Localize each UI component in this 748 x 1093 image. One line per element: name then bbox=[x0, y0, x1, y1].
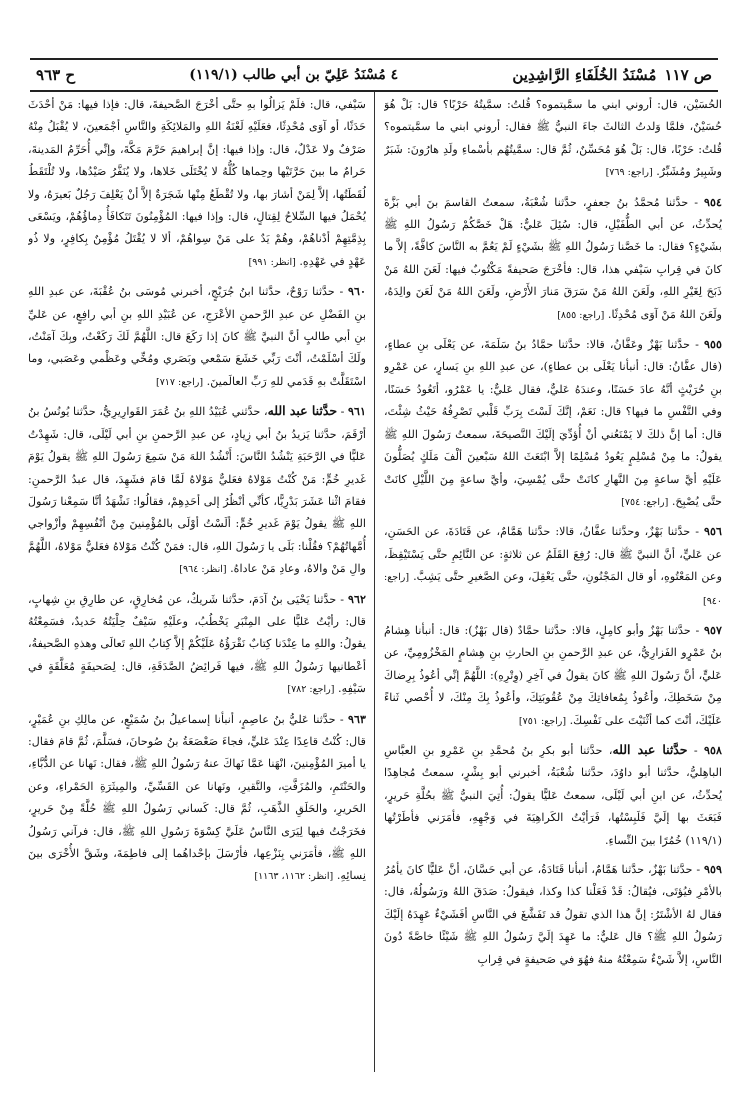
hadith-entry: ٩٦٢ - حدَّثنا يَحْيَى بنُ آدَمَ، حدَّثنا شَريكٌ، عن مُخارِقٍ، عن طارِقِ بنِ شِهابٍ، قال: رأيْتُ عَليًّا على المِنْبَرِ يَخْطُبُ، وعلَيْهِ سَيْفٌ حِلْيَتُهُ حَديدٌ، فسَمِعْتُهُ يقولُ: واللهِ ما عِنْدَنا كِتابٌ نَقْرَؤُهُ عَلَيْكُمْ إلاَّ كِتابُ اللهِ تَعالَى وهذهِ الصَّحيفةُ، أعْطانيها رَسُولُ اللهِ ﷺ، فيها فَرائِضُ الصَّدَقَةِ، قال: لِصَحيفَةٍ مُعَلَّقَةٍ في سَيْفِهِ. [راجع: ٧٨٢] bbox=[28, 591, 366, 696]
hadith-text: حدَّثنا مُحمَّدُ بنُ جعفرٍ، حدَّثنا شُعْبَةُ، سمعتُ القاسمَ بنَ أبي بَزَّةَ يُحدِّثُ، عن أبي الطُّفَيْلِ، قال: سُئِلَ عَليٌّ: هَلْ خَصَّكُمْ رَسُولُ اللهِ ﷺ بشَيْءٍ؟ فقال: ما خَصَّنا رَسُولُ اللهِ ﷺ بشَيْءٍ لَمْ يَعُمَّ به النَّاسَ كافَّةً، إلاَّ ما كانَ في قِرابِ سَيْفي هذا، قال: فأخْرَجَ صَحيفةً مَكْتُوبٌ فيها: لَعَنَ اللهُ مَنْ ذَبَحَ لِغَيْرِ اللهِ، ولَعَنَ اللهُ مَنْ سَرَقَ مَنارَ الأَرْضِ، ولَعَنَ اللهُ مَنْ لَعَنَ والِدَهُ، ولَعَنَ اللهُ مَنْ آوَى مُحْدِثًا. bbox=[384, 195, 722, 321]
hadith-entry: ٩٥٥ - حدَّثنا بَهْزٌ وعَفَّانُ، قالا: حدَّثنا حمَّادُ بنُ سَلَمَةَ، عن يَعْلَى بنِ عطاءٍ، (قال عفَّانُ: قال: أنبأنا يَعْلَى بن عطاءٍ)، عن عبدِ اللهِ بنِ يَسارٍ، عن عَمْرِو بنِ حُرَيْثٍ أنَّهُ عادَ حَسَنًا، وعندَهُ عَليٌّ، فقال عَليٌّ: يا عَمْرُو، أتَعُودُ حَسَنًا، وفي النَّفْسِ ما فيها؟ قال: نَعَمْ، إنَّكَ لَسْتَ بِرَبِّ قَلْبي تَصْرِفُهُ حَيْثُ شِئْتَ، قال: أما إنَّ ذلكَ لا يَمْنَعُني أنْ أُؤدِّيَ إلَيْكَ النَّصيحَةَ، سمعتُ رَسُولَ اللهِ ﷺ يقولُ: ما مِنْ مُسْلِمٍ يَعُودُ مُسْلِمًا إلاَّ ابْتَعَثَ اللهُ سَبْعينَ ألْفَ مَلَكٍ يُصَلُّونَ عَلَيْهِ أيَّ ساعةٍ مِنَ النَّهارِ كانَتْ حتَّى يُمْسِيَ، وأيَّ ساعةٍ مِنَ اللَّيْلِ كانَتْ حتَّى يُصْبِحَ. [راجع: ٧٥٤] bbox=[384, 337, 722, 508]
hadith-number: ٩٥٧ bbox=[703, 622, 722, 637]
hadith-number: ٩٦٢ bbox=[347, 591, 366, 606]
hadith-text: حدَّثنا بَهْزٌ، حدَّثنا هَمَّامٌ، أنبأنا قَتَادَةُ، عن أبي حَسَّانَ، أنَّ عَليًّا كانَ يأمُرُ بالأمْرِ فيُؤتَى، فيُقالُ: قَدْ فَعَلْنا كذا وكذا، فيقولُ: صَدَقَ اللهُ ورَسُولُهُ، قال: فقال لهُ الأشْتَرُ: إنَّ هذا الذي تقولُ قد تَفَشَّغَ في النَّاسِ أفَشَيْءٌ عَهِدَهُ إلَيْكَ رَسُولُ اللهِ ﷺ؟ قال عَليٌّ: ما عَهِدَ إلَيَّ رَسُولُ اللهِ ﷺ شَيْئًا خاصَّةً دُونَ النَّاسِ، إلاَّ شَيْءٌ سَمِعْتُهُ منهُ فهُوَ في صَحيفةٍ في قِرابِ bbox=[384, 863, 722, 966]
section-title: ٤ مُسْنَدُ عَلِيّ بن أبي طالب (١١٩/١) bbox=[189, 67, 399, 83]
left-column bbox=[28, 94, 366, 1079]
hadith-text: حدَّثنا بَهْزٌ وعَفَّانُ، قالا: حدَّثنا حمَّادُ بنُ سَلَمَةَ، عن يَعْلَى بنِ عطاءٍ، (قال عفَّانُ: قال: أنبأنا يَعْلَى بن عطاءٍ)، عن عبدِ اللهِ بنِ يَسارٍ، عن عَمْرِو بنِ حُرَيْثٍ أنَّهُ عادَ حَسَنًا، وعندَهُ عَليٌّ، فقال عَليٌّ: يا عَمْرُو، أتَعُودُ حَسَنًا، وفي النَّفْسِ ما فيها؟ قال: نَعَمْ، إنَّكَ لَسْتَ بِرَبِّ قَلْبي تَصْرِفُهُ حَيْثُ شِئْتَ، قال: أما إنَّ ذلكَ لا يَمْنَعُني أنْ أُؤدِّيَ إلَيْكَ النَّصيحَةَ، سمعتُ رَسُولَ اللهِ ﷺ يقولُ: ما مِنْ مُسْلِمٍ يَعُودُ مُسْلِمًا إلاَّ ابْتَعَثَ اللهُ سَبْعينَ ألْفَ مَلَكٍ يُصَلُّونَ عَلَيْهِ أيَّ ساعةٍ مِنَ النَّهارِ كانَتْ حتَّى يُمْسِيَ، وأيَّ ساعةٍ مِنَ اللَّيْلِ كانَتْ حتَّى يُصْبِحَ. bbox=[384, 338, 722, 508]
hadith-entry bbox=[28, 94, 366, 274]
hadith-number: ٩٥٦ bbox=[703, 524, 722, 539]
hadith-entry: ٩٥٤ - حدَّثنا مُحمَّدُ بنُ جعفرٍ، حدَّثنا شُعْبَةُ، سمعتُ القاسمَ بنَ أبي بَزَّةَ يُحدِّثُ، عن أبي الطُّفَيْلِ، قال: سُئِلَ عَليٌّ: هَلْ خَصَّكُمْ رَسُولُ اللهِ ﷺ بشَيْءٍ؟ فقال: ما خَصَّنا رَسُولُ اللهِ ﷺ بشَيْءٍ لَمْ يَعُمَّ به النَّاسَ كافَّةً، إلاَّ ما كانَ في قِرابِ سَيْفي هذا، قال: فأخْرَجَ صَحيفةً مَكْتُوبٌ فيها: لَعَنَ اللهُ مَنْ ذَبَحَ لِغَيْرِ اللهِ، ولَعَنَ اللهُ مَنْ سَرَقَ مَنارَ الأَرْضِ، ولَعَنَ اللهُ مَنْ لَعَنَ والِدَهُ، ولَعَنَ اللهُ مَنْ آوَى مُحْدِثًا. [راجع: ٨٥٥] bbox=[384, 194, 722, 321]
hadith-entry: ٩٥٧ - حدَّثنا بَهْزٌ وأبو كامِلٍ، قالا: حدَّثنا حمَّادٌ (قال بَهْزٌ): قال: أنبأنا هِشامُ بنُ عَمْرٍو الفَزارِيُّ، عن عبدِ الرَّحمنِ بنِ الحارثِ بنِ هِشامٍ المَخْزُومِيِّ، عن عَليٍّ، أنَّ رَسُولَ اللهِ ﷺ كانَ يقولُ في آخِرِ (وِتْرِهِ): اللَّهُمَّ إنِّي أعُوذُ بِرِضاكَ مِنْ سَخَطِكَ، وأعُوذُ بِمُعافاتِكَ مِنْ عُقُوبَتِكَ، وأعُوذُ بِكَ مِنْكَ، لا أُحْصي ثَناءً عَلَيْكَ، أنْتَ كما أثْنَيْتَ على نَفْسِكَ. [راجع: ٧٥١] bbox=[384, 622, 722, 727]
hadith-text: حدَّثنا بَهْزٌ وأبو كامِلٍ، قالا: حدَّثنا حمَّادٌ (قال بَهْزٌ): قال: أنبأنا هِشامُ بنُ عَمْرٍو الفَزارِيُّ، عن عبدِ الرَّحمنِ بنِ الحارثِ بنِ هِشامٍ المَخْزُومِيِّ، عن عَليٍّ، أنَّ رَسُولَ اللهِ ﷺ كانَ يقولُ في آخِرِ (وِتْرِهِ): اللَّهُمَّ إنِّي أعُوذُ بِرِضاكَ مِنْ سَخَطِكَ، وأعُوذُ بِمُعافاتِكَ مِنْ عُقُوبَتِكَ، وأعُوذُ بِكَ مِنْكَ، لا أُحْصي ثَناءً عَلَيْكَ، أنْتَ كما أثْنَيْتَ على نَفْسِكَ. bbox=[384, 623, 722, 727]
cross-reference: [راجع: ٧٨٢] bbox=[287, 684, 335, 696]
hadith-entry: ٩٦٣ - حدَّثنا عَليُّ بنُ عاصِمٍ، أنبأنا إسماعيلُ بنُ سُمَيْعٍ، عن مالِكِ بنِ عُمَيْرٍ، قال: كُنْتُ قاعِدًا عِنْدَ عَليٍّ، فجاءَ صَعْصَعَةُ بنُ صُوحانَ، فسَلَّمَ، ثُمَّ قامَ فقال: يا أميرَ المُؤْمِنينَ، انْهَنا عَمَّا نَهاكَ عنهُ رَسُولُ اللهِ ﷺ، فقال: نَهانا عن الدُّبَّاءِ، والحَنْتَمِ، والمُزَفَّتِ، والنَّقيرِ، ونَهانا عن القَسِّيِّ، والمِيثَرَةِ الحَمْراءِ، وعن الحَريرِ، والحَلَقِ الذَّهَبِ، ثُمَّ قال: كَساني رَسُولُ اللهِ ﷺ حُلَّةً مِنْ حَريرٍ، فخَرَجْتُ فيها لِيَرَى النَّاسُ عَلَيَّ كِسْوَةَ رَسُولِ اللهِ ﷺ، قال: فرآني رَسُولُ اللهِ ﷺ، فأمَرَني بِنَزْعِها، فأرْسَلَ بإحْداهُما إلى فاطِمَةَ، وشَقَّ الأُخْرَى بينَ نِسائِهِ. [انظر: ١١٦٢، ١١٦٣] bbox=[28, 711, 366, 883]
right-column bbox=[384, 94, 722, 1079]
cross-reference: [انظر: ٩٦٤] bbox=[179, 564, 227, 576]
hadith-number: ٩٥٩ bbox=[703, 862, 722, 876]
hadith-number: ٩٦١ bbox=[347, 404, 366, 419]
cross-reference: [راجع: ٧٦٩] bbox=[605, 167, 653, 179]
hadith-text: حدَّثنا رَوْحٌ، حدَّثنا ابنُ جُرَيْجٍ، أخبرني مُوسَى بنُ عُقْبَةَ، عن عبدِ اللهِ بنِ الفَضْلِ عن عبدِ الرَّحمنِ الأعْرَجِ، عن عُبَيْدِ اللهِ بنِ أبي رافِعٍ، عن عَليِّ بنِ أبي طالبٍ أنَّ النبيَّ ﷺ كانَ إذا رَكَعَ قال: اللَّهُمَّ لَكَ رَكَعْتُ، وبِكَ آمَنْتُ، ولَكَ أسْلَمْتُ، أنْتَ رَبِّي خَشَعَ سَمْعي وبَصَري ومُخِّي وعَظْمي وعَصَبي، وما اسْتَقَلَّتْ بهِ قَدَمي للهِ رَبِّ العالَمينَ. bbox=[28, 285, 366, 388]
hadith-text: حدَّثنا أبو بكرِ بنُ مُحمَّدِ بنِ عَمْرِو بنِ العبَّاسِ الباهِليُّ، حدَّثنا أبو داوُدَ، حدَّثنا شُعْبَةُ، أخبرني أبو بِشْرٍ، سمعتُ مُجاهِدًا يُحدِّثُ، عن ابنِ أبي لَيْلَى، سمعتُ عَليًّا يقولُ: أُتِيَ النبيُّ ﷺ بحُلَّةِ حَريرٍ، فَبَعَثَ بها إلَيَّ فَلَبِسْتُها، فَرَأيْتُ الكَراهِيَةَ في وَجْهِهِ، فأمَرَني فأطَرْتُها (١١٩/١) خُمُرًا بينَ النِّساءِ. bbox=[384, 743, 722, 847]
hadith-number: ٩٦٣ bbox=[347, 711, 366, 726]
hadith-text: الحُسَيْن، قال: أروني ابني ما سمَّيتموه؟ قُلتُ: سمَّيتُهُ حَرْبًا؟ قال: بَلْ هُوَ حُسَيْنٌ، فلمَّا وَلدتُ الثالثَ جاءَ النبيُّ ﷺ فقال: أروني ابني ما سمَّيتموه؟ قُلتُ: حَرْبًا، قال: بَلْ هُوَ مُحَسِّنٌ، ثُمَّ قال: سمَّيتُهُم بأسْماءِ ولَدِ هارُونَ: شَبَرٌ وشَبِيرٌ ومُشَبِّرٌ. bbox=[384, 98, 722, 179]
cross-reference: [انظر: ١١٦٢، ١١٦٣] bbox=[254, 871, 334, 883]
header-right bbox=[512, 66, 718, 84]
narrator-phrase: حدَّثنا عبد الله bbox=[267, 403, 338, 419]
hadith-range: ح ٩٦٣ bbox=[36, 66, 76, 84]
cross-reference: [انظر: ٩٩١] bbox=[248, 256, 296, 268]
hadith-number: ٩٥٤ bbox=[703, 194, 722, 209]
narrator-phrase: حدَّثنا عبد الله bbox=[612, 741, 688, 757]
cross-reference: [راجع: ٨٥٥] bbox=[557, 309, 605, 321]
hadith-text: حدَّثنا بَهْزٌ، وحدَّثنا عفَّانُ، قالا: حدَّثنا هَمَّامٌ، عن قَتَادَةَ، عن الحَسَنِ، عن عَليٍّ، أنَّ النبيَّ ﷺ قال: رُفِعَ القَلَمُ عن ثلاثةٍ: عن النَّائِمِ حتَّى يَسْتَيْقِظَ، وعن المَعْتُوهِ، أو قال المَجْنُونِ، حتَّى يَعْقِلَ، وعن الصَّغيرِ حتَّى يَشِبَّ. bbox=[384, 525, 722, 584]
hadith-number: ٩٥٨ bbox=[703, 742, 722, 757]
running-header bbox=[30, 58, 718, 92]
cross-reference: [راجع: ٧٥٤] bbox=[621, 496, 669, 508]
hadith-entry: ٩٥٦ - حدَّثنا بَهْزٌ، وحدَّثنا عفَّانُ، قالا: حدَّثنا هَمَّامٌ، عن قَتَادَةَ، عن الحَسَنِ، عن عَليٍّ، أنَّ النبيَّ ﷺ قال: رُفِعَ القَلَمُ عن ثلاثةٍ: عن النَّائِمِ حتَّى يَسْتَيْقِظَ، وعن المَعْتُوهِ، أو قال المَجْنُونِ، حتَّى يَعْقِلَ، وعن الصَّغيرِ حتَّى يَشِبَّ. [راجع: ٩٤٠] bbox=[384, 524, 722, 607]
hadith-entry: ٩٥٨ - حدَّثنا عبد الله، حدَّثنا أبو بكرِ بنُ مُحمَّدِ بنِ عَمْرِو بنِ العبَّاسِ الباهِليُّ، حدَّثنا أبو داوُدَ، حدَّثنا شُعْبَةُ، أخبرني أبو بِشْرٍ، سمعتُ مُجاهِدًا يُحدِّثُ، عن ابنِ أبي لَيْلَى، سمعتُ عَليًّا يقولُ: أُتِيَ النبيُّ ﷺ بحُلَّةِ حَريرٍ، فَبَعَثَ بها إلَيَّ فَلَبِسْتُها، فَرَأيْتُ الكَراهِيَةَ في وَجْهِهِ، فأمَرَني فأطَرْتُها (١١٩/١) خُمُرًا بينَ النِّساءِ. bbox=[384, 741, 722, 847]
hadith-entry bbox=[384, 94, 722, 185]
page-number: ص ١١٧ bbox=[664, 66, 712, 84]
cross-reference: [راجع: ٧١٧] bbox=[155, 376, 204, 388]
hadith-text: حدَّثنا عَليُّ بنُ عاصِمٍ، أنبأنا إسماعيلُ بنُ سُمَيْعٍ، عن مالِكِ بنِ عُمَيْرٍ، قال: كُنْتُ قاعِدًا عِنْدَ عَليٍّ، فجاءَ صَعْصَعَةُ بنُ صُوحانَ، فسَلَّمَ، ثُمَّ قامَ فقال: يا أميرَ المُؤْمِنينَ، انْهَنا عَمَّا نَهاكَ عنهُ رَسُولُ اللهِ ﷺ، فقال: نَهانا عن الدُّبَّاءِ، والحَنْتَمِ، والمُزَفَّتِ، والنَّقيرِ، ونَهانا عن القَسِّيِّ، والمِيثَرَةِ الحَمْراءِ، وعن الحَريرِ، والحَلَقِ الذَّهَبِ، ثُمَّ قال: كَساني رَسُولُ اللهِ ﷺ حُلَّةً مِنْ حَريرٍ، فخَرَجْتُ فيها لِيَرَى النَّاسُ عَلَيَّ كِسْوَةَ رَسُولِ اللهِ ﷺ، قال: فرآني رَسُولُ اللهِ ﷺ، فأمَرَني بِنَزْعِها، فأرْسَلَ بإحْداهُما إلى فاطِمَةَ، وشَقَّ الأُخْرَى بينَ نِسائِهِ. bbox=[28, 712, 366, 883]
book-title: مُسْنَدُ الخُلَفَاءِ الرَّاشِدِين bbox=[512, 66, 657, 84]
hadith-entry: ٩٥٩ - حدَّثنا بَهْزٌ، حدَّثنا هَمَّامٌ، أنبأنا قَتَادَةُ، عن أبي حَسَّانَ، أنَّ عَليًّا كانَ يأمُرُ بالأمْرِ فيُؤتَى، فيُقالُ: قَدْ فَعَلْنا كذا وكذا، فيقولُ: صَدَقَ اللهُ ورَسُولُهُ، قال: فقال لهُ الأشْتَرُ: إنَّ هذا الذي تقولُ قد تَفَشَّغَ في النَّاسِ أفَشَيْءٌ عَهِدَهُ إلَيْكَ رَسُولُ اللهِ ﷺ؟ قال عَليٌّ: ما عَهِدَ إلَيَّ رَسُولُ اللهِ ﷺ شَيْئًا خاصَّةً دُونَ النَّاسِ، إلاَّ شَيْءٌ سَمِعْتُهُ منهُ فهُوَ في صَحيفةٍ في قِرابِ bbox=[384, 862, 722, 966]
hadith-text: حدَّثنا يَحْيَى بنُ آدَمَ، حدَّثنا شَريكٌ، عن مُخارِقٍ، عن طارِقِ بنِ شِهابٍ، قال: رأيْتُ عَليًّا على المِنْبَرِ يَخْطُبُ، وعلَيْهِ سَيْفٌ حِلْيَتُهُ حَديدٌ، فسَمِعْتُهُ يقولُ: واللهِ ما عِنْدَنا كِتابٌ نَقْرَؤُهُ عَلَيْكُمْ إلاَّ كِتابُ اللهِ تَعالَى وهذهِ الصَّحيفةُ، أعْطانيها رَسُولُ اللهِ ﷺ، فيها فَرائِضُ الصَّدَقَةِ، قال: لِصَحيفَةٍ مُعَلَّقَةٍ في سَيْفِهِ. bbox=[28, 592, 366, 696]
hadith-text: سَيْفي، قال: فلَمْ يَزالُوا بهِ حتَّى أخْرَجَ الصَّحيفةَ، قال: فإذا فيها: مَنْ أحْدَثَ حَدَثًا، أو آوَى مُحْدِثًا، فعَلَيْهِ لَعْنَةُ اللهِ والمَلائِكَةِ والنَّاسِ أجْمَعينَ، لا يُقْبَلُ مِنْهُ صَرْفٌ ولا عَدْلٌ، قال: وإذا فيها: إنَّ إبراهيمَ حَرَّمَ مَكَّةَ، وإنِّي أُحَرِّمُ المَدينةَ، حَرامٌ ما بينَ حَرَّتَيْها وحِماها كُلُّهُ لا يُخْتَلَى خَلاها، ولا يُنَفَّرُ صَيْدُها، ولا تُلْتَقَطُ لُقَطَتُها، إلاَّ لِمَنْ أشارَ بها، ولا تُقْطَعُ مِنْها شَجَرَةٌ إلاَّ أنْ يَعْلِفَ رَجُلٌ بَعيرَهُ، ولا يُحْمَلُ فيها السِّلاحُ لِقِتالٍ، قال: وإذا فيها: المُؤْمِنُونَ تَتَكافَأُ دِماؤُهُمْ، ويَسْعَى بِذِمَّتِهِمْ أدْناهُمْ، وهُمْ يَدٌ على مَنْ سِواهُمْ، ألا لا يُقْتَلُ مُؤْمِنٌ بِكافِرٍ، ولا ذُو عَهْدٍ في عَهْدِهِ. bbox=[28, 98, 366, 268]
hadith-entry: ٩٦١ - حدَّثنا عبد الله، حدَّثني عُبَيْدُ اللهِ بنُ عُمَرَ القَوارِيرِيُّ، حدَّثنا يُونُسُ بنُ أرْقَمَ، حدَّثنا يَزيدُ بنُ أبي زِيادٍ، عن عبدِ الرَّحمنِ بنِ أبي لَيْلَى، قال: شَهِدْتُ عَليًّا في الرَّحَبَةِ يَنْشُدُ النَّاسَ: أَنْشُدُ اللهَ مَنْ سَمِعَ رَسُولَ اللهِ ﷺ يقولُ يَوْمَ غَديرِ خُمٍّ: مَنْ كُنْتُ مَوْلاهُ فعَليٌّ مَوْلاهُ لَمَّا قامَ فشَهِدَ، قال عبدُ الرَّحمنِ: فقامَ اثْنا عَشَرَ بَدْرِيًّا، كأنِّي أنْظُرُ إلى أحَدِهِمْ، فقالُوا: نَشْهَدُ أنَّا سَمِعْنا رَسُولَ اللهِ ﷺ يقولُ يَوْمَ غَديرِ خُمٍّ: ألَسْتُ أوْلَى بالمُؤْمِنينَ مِنْ أنْفُسِهِمْ وأزْواجي أُمَّهاتُهُمْ؟ فقُلْنا: بَلَى يا رَسُولَ اللهِ، قال: فمَنْ كُنْتُ مَوْلاهُ فعَليٌّ مَوْلاهُ، اللَّهُمَّ والِ مَنْ والاهُ، وعادِ مَنْ عاداهُ. [انظر: ٩٦٤] bbox=[28, 403, 366, 576]
hadith-text: حدَّثني عُبَيْدُ اللهِ بنُ عُمَرَ القَوارِيرِيُّ، حدَّثنا يُونُسُ بنُ أرْقَمَ، حدَّثنا يَزيدُ بنُ أبي زِيادٍ، عن عبدِ الرَّحمنِ بنِ أبي لَيْلَى، قال: شَهِدْتُ عَليًّا في الرَّحَبَةِ يَنْشُدُ النَّاسَ: أَنْشُدُ اللهَ مَنْ سَمِعَ رَسُولَ اللهِ ﷺ يقولُ يَوْمَ غَديرِ خُمٍّ: مَنْ كُنْتُ مَوْلاهُ فعَليٌّ مَوْلاهُ لَمَّا قامَ فشَهِدَ، قال عبدُ الرَّحمنِ: فقامَ اثْنا عَشَرَ بَدْرِيًّا، كأنِّي أنْظُرُ إلى أحَدِهِمْ، فقالُوا: نَشْهَدُ أنَّا سَمِعْنا رَسُولَ اللهِ ﷺ يقولُ يَوْمَ غَديرِ خُمٍّ: ألَسْتُ أوْلَى بالمُؤْمِنينَ مِنْ أنْفُسِهِمْ وأزْواجي أُمَّهاتُهُمْ؟ فقُلْنا: بَلَى يا رَسُولَ اللهِ، قال: فمَنْ كُنْتُ مَوْلاهُ فعَليٌّ مَوْلاهُ، اللَّهُمَّ والِ مَنْ والاهُ، وعادِ مَنْ عاداهُ. bbox=[28, 405, 366, 576]
cross-reference: [راجع: ٩٤٠] bbox=[384, 572, 722, 607]
cross-reference: [راجع: ٧٥١] bbox=[518, 715, 567, 727]
hadith-number: ٩٦٠ bbox=[347, 284, 366, 299]
hadith-entry: ٩٦٠ - حدَّثنا رَوْحٌ، حدَّثنا ابنُ جُرَيْجٍ، أخبرني مُوسَى بنُ عُقْبَةَ، عن عبدِ اللهِ بنِ الفَضْلِ عن عبدِ الرَّحمنِ الأعْرَجِ، عن عُبَيْدِ اللهِ بنِ أبي رافِعٍ، عن عَليِّ بنِ أبي طالبٍ أنَّ النبيَّ ﷺ كانَ إذا رَكَعَ قال: اللَّهُمَّ لَكَ رَكَعْتُ، وبِكَ آمَنْتُ، ولَكَ أسْلَمْتُ، أنْتَ رَبِّي خَشَعَ سَمْعي وبَصَري ومُخِّي وعَظْمي وعَصَبي، وما اسْتَقَلَّتْ بهِ قَدَمي للهِ رَبِّ العالَمينَ. [راجع: ٧١٧] bbox=[28, 284, 366, 388]
column-divider bbox=[374, 92, 375, 1072]
hadith-number: ٩٥٥ bbox=[703, 337, 722, 352]
